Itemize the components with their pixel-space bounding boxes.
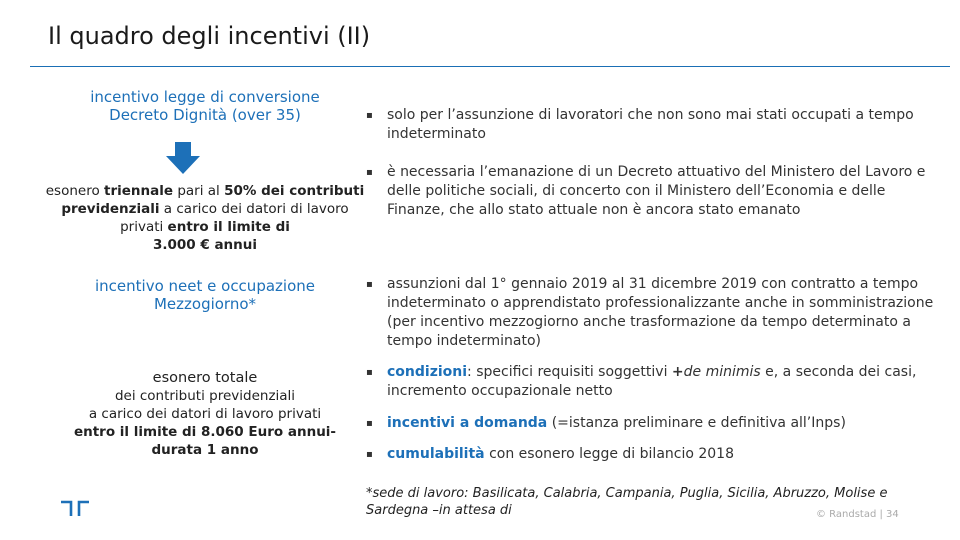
bullet-square-icon: ▪ [366,449,373,460]
bullet-label: condizioni [387,364,468,380]
left-top-desc-line3 [30,218,380,236]
bullet-label: incentivi a domanda [387,415,548,431]
desc-bold: triennale [104,183,174,199]
bullet-item [366,106,937,144]
randstad-logo-icon [60,499,90,517]
bullet-square-icon: ▪ [366,167,373,178]
bullet-item [366,414,937,433]
bullet-text: assunzioni dal 1° gennaio 2019 al 31 dicembre 2019 con contratto a tempo indeterminato o apprendistato professionalizzante anche in somministrazione (per incentivo mezzogiorno anche trasformazione da tempo determinato a tempo indeterminato) [387,276,934,349]
left-bottom-heading [60,277,350,313]
left-bottom-desc-line4: entro il limite di 8.060 Euro annui- [73,424,337,440]
down-arrow-icon [166,142,200,174]
bullet-text: + [671,364,684,380]
bullet-item [366,363,937,401]
left-top-heading-line1: incentivo legge di conversione [90,88,320,106]
bullet-italic: de minimis [683,364,761,380]
bullet-square-icon: ▪ [366,418,373,429]
left-bottom-desc-line5: durata 1 anno [151,442,259,458]
desc-text: pari al [173,183,225,199]
left-top-desc [30,182,380,254]
desc-text: a carico dei datori di lavoro [159,201,349,217]
bullet-text: con esonero legge di bilancio 2018 [484,446,734,462]
desc-bold: entro il limite di [167,219,290,235]
bullet-label: cumulabilità [387,446,485,462]
left-top-heading [60,88,350,124]
desc-text: esonero [45,183,105,199]
title-divider [30,66,950,67]
bullet-square-icon: ▪ [366,367,373,378]
bullet-item [366,163,937,220]
bullet-text: : specifici requisiti soggettivi [467,364,672,380]
left-bottom-desc-line3: a carico dei datori di lavoro privati [88,406,322,422]
bullet-square-icon: ▪ [366,110,373,121]
desc-bold: previdenziali [61,201,160,217]
bullet-item [366,275,937,351]
desc-text: privati [120,219,168,235]
bullet-text: (=istanza preliminare e definitiva all’Inps) [547,415,846,431]
left-top-heading-line2: Decreto Dignità (over 35) [109,106,301,124]
left-top-desc-line1 [30,182,380,200]
left-bottom-heading-line1: incentivo neet e occupazione [95,277,315,295]
left-bottom-desc [40,369,370,459]
bullet-text: e, a seconda dei casi, incremento occupazionale netto [387,364,917,399]
left-top-desc-line2 [30,200,380,218]
left-top-desc-line4: 3.000 € annui [152,237,258,253]
left-bottom-desc-line1: esonero totale [152,370,258,386]
bullet-square-icon: ▪ [366,279,373,290]
left-bottom-desc-line2: dei contributi previdenziali [114,388,296,404]
bullet-item [366,445,937,464]
footer-text: © Randstad | 34 [816,509,899,520]
page-title: Il quadro degli incentivi (II) [48,22,371,50]
left-bottom-heading-line2: Mezzogiorno* [153,295,257,313]
footnote: *sede di lavoro: Basilicata, Calabria, Campania, Puglia, Sicilia, Abruzzo, Molise e Sardegna –in attesa di [366,486,888,518]
desc-bold: 50% dei contributi [224,183,365,199]
bullet-text: solo per l’assunzione di lavoratori che non sono mai stati occupati a tempo indeterminato [387,107,914,142]
bullet-text: è necessaria l’emanazione di un Decreto attuativo del Ministero del Lavoro e delle politiche sociali, di concerto con il Ministero dell’Economia e delle Finanze, che allo stato attuale non è ancora stato emanato [387,164,926,218]
